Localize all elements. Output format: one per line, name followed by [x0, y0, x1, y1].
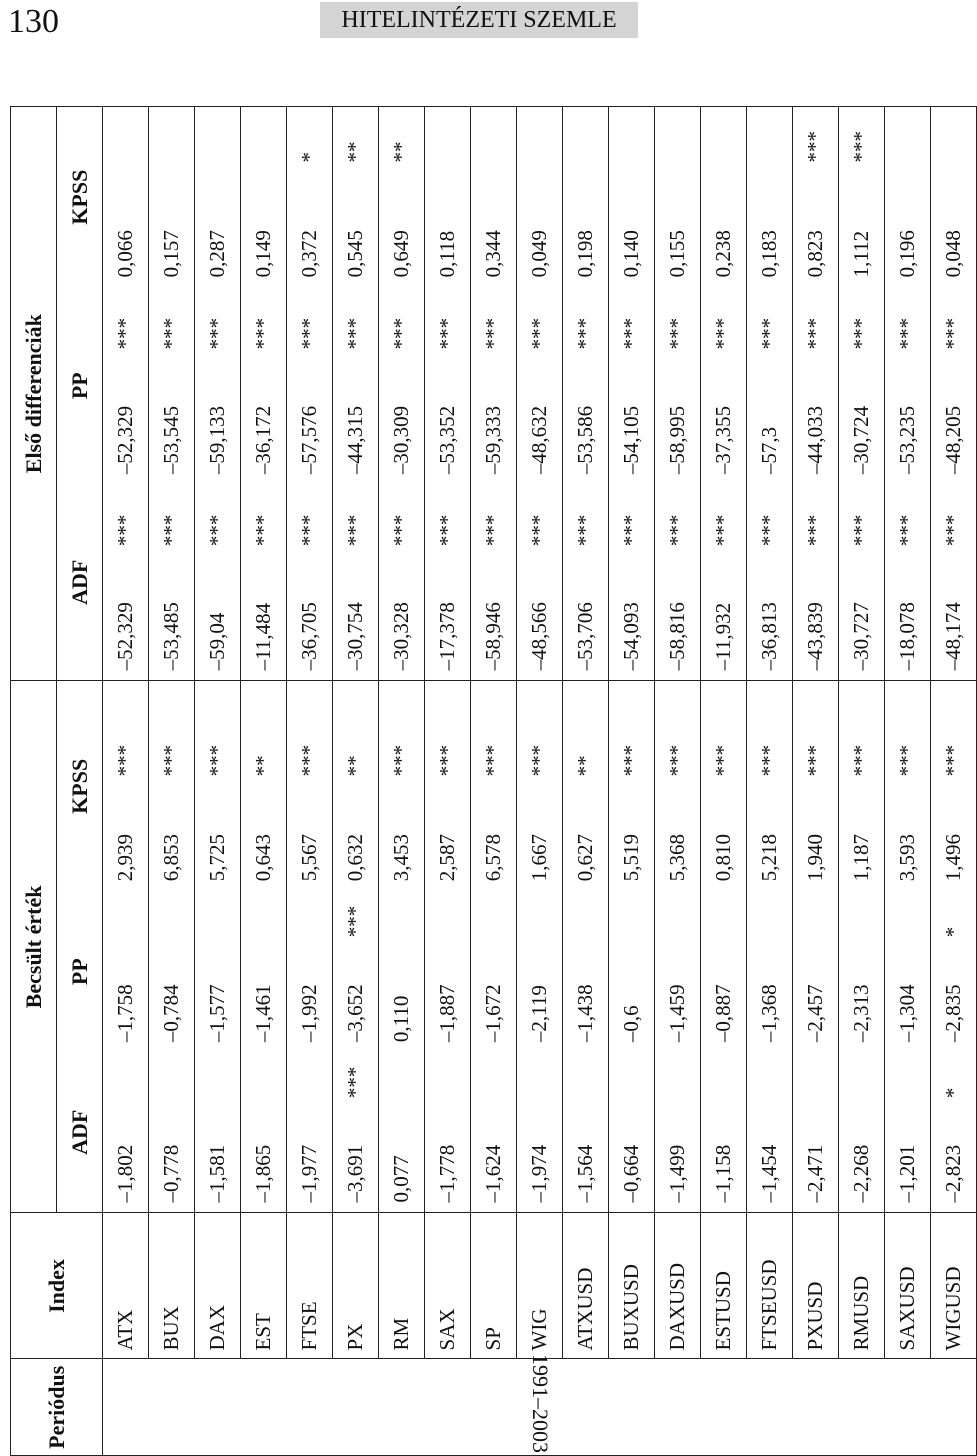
table-row: [885, 107, 931, 1456]
significance-cell: ***: [747, 681, 793, 782]
significance-cell: ***: [103, 287, 149, 355]
value-cell: 0,048: [931, 169, 977, 288]
value-cell: 0,810: [701, 782, 747, 891]
significance-cell: ***: [471, 681, 517, 782]
value-cell: 0,198: [563, 169, 609, 288]
index-name: PXUSD: [793, 1213, 839, 1359]
significance-cell: ***: [747, 484, 793, 552]
table-row: [471, 107, 517, 1456]
significance-cell: [471, 1052, 517, 1104]
value-cell: 0,140: [609, 169, 655, 288]
significance-cell: ***: [793, 681, 839, 782]
significance-cell: ***: [839, 287, 885, 355]
significance-cell: ***: [287, 681, 333, 782]
value-cell: 1,667: [517, 782, 563, 891]
value-cell: 0,238: [701, 169, 747, 288]
significance-cell: ***: [931, 484, 977, 552]
significance-cell: [747, 107, 793, 169]
value-cell: 0,183: [747, 169, 793, 288]
value-cell: 0,823: [793, 169, 839, 288]
table-row: [149, 107, 195, 1456]
significance-cell: [241, 1052, 287, 1104]
table-row: [195, 107, 241, 1456]
value-cell: 5,218: [747, 782, 793, 891]
significance-cell: ***: [241, 484, 287, 552]
significance-cell: [885, 107, 931, 169]
value-cell: –58,816: [655, 552, 701, 681]
significance-cell: **: [333, 107, 379, 169]
value-cell: –1,672: [471, 943, 517, 1052]
significance-cell: [609, 1052, 655, 1104]
value-cell: –1,499: [655, 1104, 701, 1213]
first-difference-header: Első differenciák: [11, 107, 57, 681]
value-cell: –1,624: [471, 1104, 517, 1213]
significance-cell: ***: [793, 287, 839, 355]
value-cell: –30,328: [379, 552, 425, 681]
significance-cell: [471, 891, 517, 943]
col-adf-level: ADF: [57, 1052, 103, 1213]
significance-cell: ***: [793, 107, 839, 169]
significance-cell: ***: [425, 287, 471, 355]
value-cell: –1,581: [195, 1104, 241, 1213]
significance-cell: [517, 107, 563, 169]
value-cell: –30,727: [839, 552, 885, 681]
value-cell: –59,333: [471, 355, 517, 484]
period-cell: [103, 1354, 977, 1456]
value-cell: –1,158: [701, 1104, 747, 1213]
value-cell: –30,724: [839, 355, 885, 484]
value-cell: –17,378: [425, 552, 471, 681]
index-name: ATX: [103, 1213, 149, 1359]
value-cell: 0,118: [425, 169, 471, 288]
unit-root-test-table: [10, 106, 977, 1456]
significance-cell: ***: [655, 287, 701, 355]
value-cell: –1,887: [425, 943, 471, 1052]
value-cell: –1,459: [655, 943, 701, 1052]
significance-cell: [103, 1052, 149, 1104]
value-cell: –1,304: [885, 943, 931, 1052]
table-row: [425, 107, 471, 1456]
value-cell: 0,066: [103, 169, 149, 288]
value-cell: –53,485: [149, 552, 195, 681]
index-header: Index: [11, 1213, 103, 1359]
significance-cell: [425, 107, 471, 169]
table-row: [655, 107, 701, 1456]
index-name: FTSEUSD: [747, 1213, 793, 1359]
significance-cell: [839, 1052, 885, 1104]
value-cell: 0,110: [379, 943, 425, 1052]
significance-cell: **: [563, 681, 609, 782]
significance-cell: [149, 1052, 195, 1104]
significance-cell: ***: [701, 681, 747, 782]
significance-cell: ***: [287, 484, 333, 552]
value-cell: –1,438: [563, 943, 609, 1052]
significance-cell: [471, 107, 517, 169]
value-cell: –54,093: [609, 552, 655, 681]
index-name: DAXUSD: [655, 1213, 701, 1359]
value-cell: –0,778: [149, 1104, 195, 1213]
significance-cell: [287, 1052, 333, 1104]
value-cell: –2,471: [793, 1104, 839, 1213]
significance-cell: **: [379, 107, 425, 169]
index-name: RMUSD: [839, 1213, 885, 1359]
value-cell: –52,329: [103, 355, 149, 484]
value-cell: –48,205: [931, 355, 977, 484]
value-cell: 0,196: [885, 169, 931, 288]
value-cell: –0,6: [609, 943, 655, 1052]
significance-cell: ***: [333, 1052, 379, 1104]
value-cell: –0,664: [609, 1104, 655, 1213]
value-cell: –44,315: [333, 355, 379, 484]
significance-cell: **: [333, 681, 379, 782]
col-adf-diff: ADF: [57, 484, 103, 681]
value-cell: –36,172: [241, 355, 287, 484]
value-cell: 0,649: [379, 169, 425, 288]
value-cell: –30,754: [333, 552, 379, 681]
value-cell: –53,706: [563, 552, 609, 681]
significance-cell: [655, 1052, 701, 1104]
value-cell: –3,691: [333, 1104, 379, 1213]
table-row: [379, 107, 425, 1456]
table-row: [517, 107, 563, 1456]
table-row: [103, 107, 149, 1456]
significance-cell: ***: [609, 681, 655, 782]
value-cell: –57,576: [287, 355, 333, 484]
table-row: [609, 107, 655, 1456]
value-cell: 5,567: [287, 782, 333, 891]
significance-cell: ***: [609, 287, 655, 355]
significance-cell: [793, 891, 839, 943]
index-name: BUXUSD: [609, 1213, 655, 1359]
significance-cell: ***: [471, 287, 517, 355]
significance-cell: ***: [149, 484, 195, 552]
value-cell: –48,566: [517, 552, 563, 681]
significance-cell: [379, 1052, 425, 1104]
value-cell: –1,564: [563, 1104, 609, 1213]
index-name: BUX: [149, 1213, 195, 1359]
significance-cell: ***: [839, 484, 885, 552]
significance-cell: [747, 891, 793, 943]
value-cell: –1,865: [241, 1104, 287, 1213]
value-cell: –52,329: [103, 552, 149, 681]
value-cell: 0,157: [149, 169, 195, 288]
significance-cell: ***: [195, 287, 241, 355]
value-cell: –53,235: [885, 355, 931, 484]
significance-cell: [655, 107, 701, 169]
value-cell: –11,484: [241, 552, 287, 681]
significance-cell: [747, 1052, 793, 1104]
value-cell: –1,461: [241, 943, 287, 1052]
significance-cell: ***: [563, 287, 609, 355]
value-cell: 3,453: [379, 782, 425, 891]
significance-cell: ***: [149, 681, 195, 782]
significance-cell: *: [931, 891, 977, 943]
significance-cell: ***: [517, 484, 563, 552]
table-row: [793, 107, 839, 1456]
index-name: ATXUSD: [563, 1213, 609, 1359]
significance-cell: ***: [839, 107, 885, 169]
value-cell: –37,355: [701, 355, 747, 484]
significance-cell: ***: [885, 287, 931, 355]
significance-cell: [425, 891, 471, 943]
significance-cell: [701, 107, 747, 169]
significance-cell: ***: [747, 287, 793, 355]
index-name: SAX: [425, 1213, 471, 1359]
table-row: [931, 107, 977, 1456]
significance-cell: [195, 107, 241, 169]
significance-cell: [379, 891, 425, 943]
value-cell: 0,049: [517, 169, 563, 288]
table-row: [241, 107, 287, 1456]
value-cell: 0,643: [241, 782, 287, 891]
significance-cell: ***: [471, 484, 517, 552]
significance-cell: ***: [287, 287, 333, 355]
significance-cell: [563, 107, 609, 169]
significance-cell: ***: [103, 484, 149, 552]
significance-cell: ***: [425, 484, 471, 552]
value-cell: –1,368: [747, 943, 793, 1052]
index-name: ESTUSD: [701, 1213, 747, 1359]
significance-cell: [609, 891, 655, 943]
significance-cell: ***: [609, 484, 655, 552]
significance-cell: ***: [379, 681, 425, 782]
index-name: WIGUSD: [931, 1213, 977, 1359]
significance-cell: ***: [839, 681, 885, 782]
significance-cell: [287, 891, 333, 943]
estimated-value-header: Becsült érték: [11, 681, 57, 1213]
value-cell: –43,839: [793, 552, 839, 681]
value-cell: –53,352: [425, 355, 471, 484]
index-name: RM: [379, 1213, 425, 1359]
significance-cell: [793, 1052, 839, 1104]
value-cell: –0,784: [149, 943, 195, 1052]
value-cell: 2,587: [425, 782, 471, 891]
value-cell: –11,932: [701, 552, 747, 681]
col-kpss-level: KPSS: [57, 681, 103, 891]
value-cell: 3,593: [885, 782, 931, 891]
value-cell: 5,725: [195, 782, 241, 891]
value-cell: 6,853: [149, 782, 195, 891]
significance-cell: ***: [701, 287, 747, 355]
value-cell: –36,813: [747, 552, 793, 681]
significance-cell: ***: [655, 681, 701, 782]
value-cell: –1,802: [103, 1104, 149, 1213]
value-cell: 0,287: [195, 169, 241, 288]
value-cell: –1,977: [287, 1104, 333, 1213]
significance-cell: ***: [379, 484, 425, 552]
value-cell: –44,033: [793, 355, 839, 484]
value-cell: –1,778: [425, 1104, 471, 1213]
significance-cell: [885, 891, 931, 943]
value-cell: –48,174: [931, 552, 977, 681]
significance-cell: ***: [701, 484, 747, 552]
value-cell: –58,995: [655, 355, 701, 484]
value-cell: –0,887: [701, 943, 747, 1052]
index-name: SP: [471, 1213, 517, 1359]
value-cell: –2,835: [931, 943, 977, 1052]
value-cell: –1,992: [287, 943, 333, 1052]
col-pp-level: PP: [57, 891, 103, 1052]
value-cell: 5,368: [655, 782, 701, 891]
significance-cell: ***: [563, 484, 609, 552]
significance-cell: [149, 107, 195, 169]
significance-cell: ***: [241, 287, 287, 355]
value-cell: –2,313: [839, 943, 885, 1052]
table-row: [839, 107, 885, 1456]
significance-cell: [195, 1052, 241, 1104]
index-name: EST: [241, 1213, 287, 1359]
value-cell: –2,119: [517, 943, 563, 1052]
value-cell: 0,149: [241, 169, 287, 288]
significance-cell: ***: [195, 681, 241, 782]
significance-cell: ***: [885, 484, 931, 552]
value-cell: 1,112: [839, 169, 885, 288]
value-cell: –1,974: [517, 1104, 563, 1213]
significance-cell: ***: [333, 287, 379, 355]
significance-cell: [425, 1052, 471, 1104]
significance-cell: [885, 1052, 931, 1104]
value-cell: –1,454: [747, 1104, 793, 1213]
period-header: Periódus: [11, 1359, 103, 1456]
value-cell: 0,545: [333, 169, 379, 288]
value-cell: –2,457: [793, 943, 839, 1052]
index-name: WIG: [517, 1213, 563, 1359]
value-cell: –1,758: [103, 943, 149, 1052]
significance-cell: [517, 1052, 563, 1104]
significance-cell: ***: [655, 484, 701, 552]
significance-cell: [609, 107, 655, 169]
value-cell: –59,04: [195, 552, 241, 681]
value-cell: –54,105: [609, 355, 655, 484]
significance-cell: ***: [195, 484, 241, 552]
page-number: 130: [8, 3, 59, 40]
significance-cell: ***: [517, 287, 563, 355]
significance-cell: **: [241, 681, 287, 782]
value-cell: –48,632: [517, 355, 563, 484]
value-cell: –36,705: [287, 552, 333, 681]
significance-cell: [701, 891, 747, 943]
value-cell: –3,652: [333, 943, 379, 1052]
significance-cell: [563, 1052, 609, 1104]
significance-cell: [563, 891, 609, 943]
value-cell: 0,077: [379, 1104, 425, 1213]
value-cell: 0,344: [471, 169, 517, 288]
significance-cell: ***: [149, 287, 195, 355]
significance-cell: ***: [793, 484, 839, 552]
rotated-table-area: [0, 96, 965, 1456]
significance-cell: [241, 107, 287, 169]
value-cell: 0,155: [655, 169, 701, 288]
significance-cell: ***: [885, 681, 931, 782]
value-cell: –57,3: [747, 355, 793, 484]
value-cell: –53,586: [563, 355, 609, 484]
value-cell: 0,372: [287, 169, 333, 288]
significance-cell: [195, 891, 241, 943]
col-pp-diff: PP: [57, 287, 103, 484]
significance-cell: [241, 891, 287, 943]
significance-cell: [701, 1052, 747, 1104]
significance-cell: ***: [931, 681, 977, 782]
significance-cell: [655, 891, 701, 943]
table-row: [563, 107, 609, 1456]
significance-cell: [103, 107, 149, 169]
value-cell: –30,309: [379, 355, 425, 484]
significance-cell: ***: [333, 891, 379, 943]
value-cell: 0,632: [333, 782, 379, 891]
table-row: [333, 107, 379, 1456]
significance-cell: ***: [333, 484, 379, 552]
value-cell: –2,823: [931, 1104, 977, 1213]
index-name: FTSE: [287, 1213, 333, 1359]
value-cell: –2,268: [839, 1104, 885, 1213]
significance-cell: ***: [517, 681, 563, 782]
index-name: SAXUSD: [885, 1213, 931, 1359]
value-cell: –1,201: [885, 1104, 931, 1213]
index-name: PX: [333, 1213, 379, 1359]
significance-cell: ***: [425, 681, 471, 782]
col-kpss-diff: KPSS: [57, 107, 103, 288]
table-row: [701, 107, 747, 1456]
index-name: DAX: [195, 1213, 241, 1359]
value-cell: 0,627: [563, 782, 609, 891]
significance-cell: *: [287, 107, 333, 169]
significance-cell: ***: [931, 287, 977, 355]
significance-cell: ***: [103, 681, 149, 782]
significance-cell: [103, 891, 149, 943]
table-row: [747, 107, 793, 1456]
significance-cell: ***: [379, 287, 425, 355]
significance-cell: [149, 891, 195, 943]
value-cell: –58,946: [471, 552, 517, 681]
value-cell: –53,545: [149, 355, 195, 484]
value-cell: 1,940: [793, 782, 839, 891]
table-body: [103, 107, 977, 1456]
journal-title: HITELINTÉZETI SZEMLE: [320, 2, 638, 38]
table-row: [287, 107, 333, 1456]
value-cell: 6,578: [471, 782, 517, 891]
value-cell: –1,577: [195, 943, 241, 1052]
significance-cell: [931, 107, 977, 169]
value-cell: 5,519: [609, 782, 655, 891]
period-value: 1991–2003: [527, 1354, 553, 1453]
value-cell: –18,078: [885, 552, 931, 681]
value-cell: –59,133: [195, 355, 241, 484]
value-cell: 1,187: [839, 782, 885, 891]
significance-cell: *: [931, 1052, 977, 1104]
significance-cell: [839, 891, 885, 943]
value-cell: 2,939: [103, 782, 149, 891]
significance-cell: [517, 891, 563, 943]
value-cell: 1,496: [931, 782, 977, 891]
